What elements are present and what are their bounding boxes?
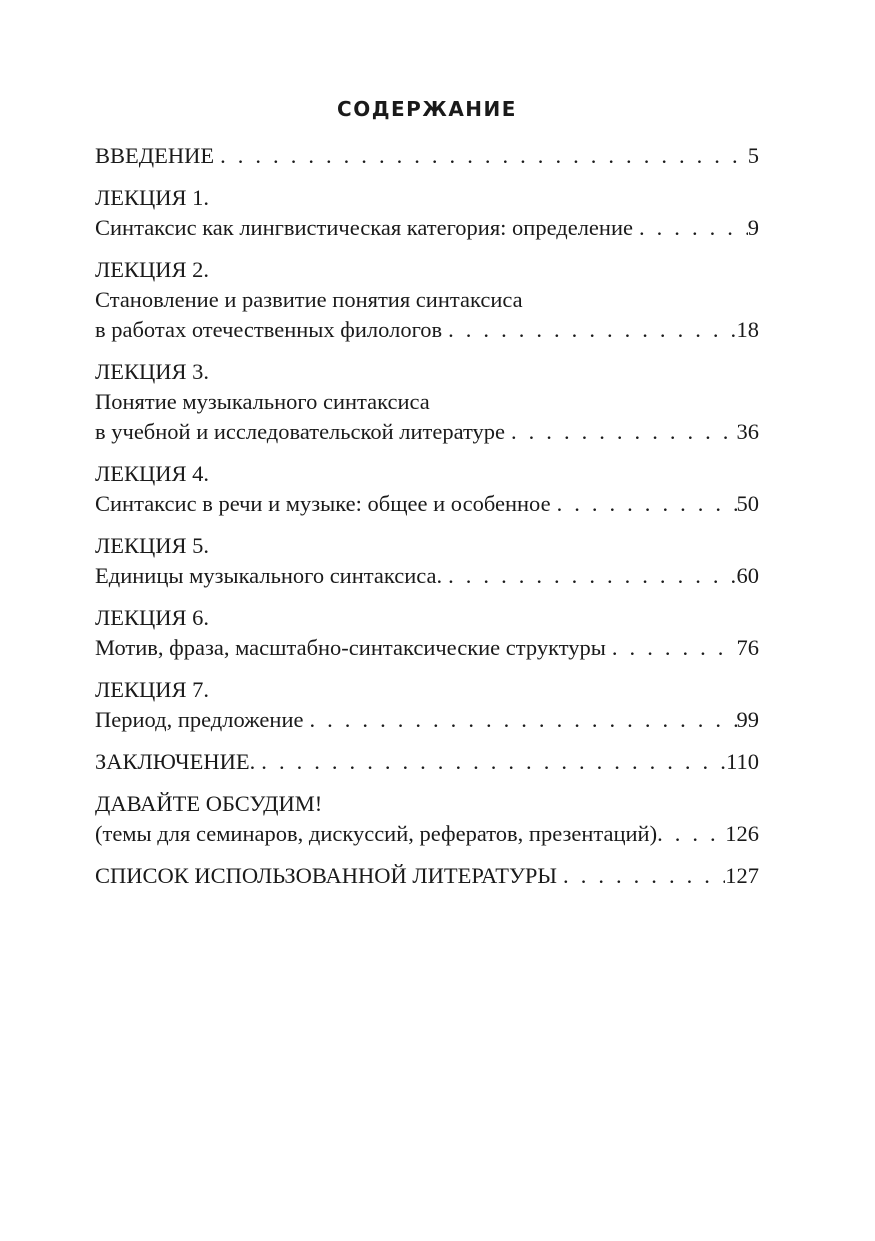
toc-entry-heading: ЛЕКЦИЯ 6. bbox=[95, 605, 210, 630]
toc-row bbox=[95, 315, 759, 345]
toc-row bbox=[95, 747, 759, 777]
toc-entry-lecture-7[interactable] bbox=[95, 675, 759, 735]
toc-entry-heading: ЛЕКЦИЯ 2. bbox=[95, 257, 210, 282]
toc-entry-text: Мотив, фраза, масштабно-синтаксические структуры bbox=[95, 635, 606, 660]
toc-page-number: 110 bbox=[726, 749, 759, 774]
toc-page-number: 5 bbox=[747, 143, 759, 168]
toc-entry-text: Синтаксис как лингвистическая категория: определение bbox=[95, 215, 633, 240]
toc-entry-lecture-3[interactable] bbox=[95, 357, 759, 447]
toc-row bbox=[95, 561, 759, 591]
toc-row bbox=[95, 861, 759, 891]
toc-entry-text: Период, предложение bbox=[95, 707, 304, 732]
toc-entry-text: (темы для семинаров, дискуссий, рефератов, презентаций) bbox=[95, 821, 658, 846]
dot-leader bbox=[255, 747, 726, 777]
toc-entry-subline: Становление и развитие понятия синтаксиса bbox=[95, 287, 523, 312]
toc-entry-discussion[interactable] bbox=[95, 789, 759, 849]
toc-row bbox=[95, 819, 759, 849]
toc-row bbox=[95, 417, 759, 447]
toc-entry-heading: ЛЕКЦИЯ 3. bbox=[95, 359, 210, 384]
toc-row bbox=[95, 705, 759, 735]
dot-leader bbox=[303, 705, 736, 735]
toc-entry-text: СПИСОК ИСПОЛЬЗОВАННОЙ ЛИТЕРАТУРЫ bbox=[95, 863, 558, 888]
toc-title: СОДЕРЖАНИЕ bbox=[337, 97, 517, 121]
dot-leader bbox=[505, 417, 737, 447]
toc-list bbox=[95, 141, 759, 903]
toc-entry-text: Синтаксис в речи и музыке: общее и особенное bbox=[95, 491, 551, 516]
toc-page-number: 127 bbox=[725, 863, 759, 888]
toc-entry-text: в работах отечественных филологов bbox=[95, 317, 443, 342]
toc-entry-text: в учебной и исследовательской литературе bbox=[95, 419, 505, 444]
dot-leader bbox=[214, 141, 748, 171]
toc-entry-conclusion[interactable] bbox=[95, 747, 759, 777]
toc-page-number: 60 bbox=[736, 563, 759, 588]
toc-entry-heading: ЛЕКЦИЯ 1. bbox=[95, 185, 210, 210]
toc-entry-text: Единицы музыкального синтаксиса. bbox=[95, 563, 443, 588]
dot-leader bbox=[657, 819, 725, 849]
dot-leader bbox=[606, 633, 737, 663]
toc-row bbox=[95, 141, 759, 171]
toc-entry-heading: ЛЕКЦИЯ 7. bbox=[95, 677, 210, 702]
dot-leader bbox=[633, 213, 748, 243]
toc-page-number: 50 bbox=[736, 491, 759, 516]
toc-entry-bibliography[interactable] bbox=[95, 861, 759, 891]
toc-page-number: 126 bbox=[725, 821, 759, 846]
toc-entry-introduction[interactable] bbox=[95, 141, 759, 171]
toc-row bbox=[95, 213, 759, 243]
toc-entry-text: ВВЕДЕНИЕ bbox=[95, 143, 215, 168]
toc-page-number: 76 bbox=[736, 635, 759, 660]
toc-entry-lecture-2[interactable] bbox=[95, 255, 759, 345]
dot-leader bbox=[551, 489, 737, 519]
dot-leader bbox=[442, 561, 736, 591]
toc-row bbox=[95, 489, 759, 519]
toc-entry-lecture-4[interactable] bbox=[95, 459, 759, 519]
toc-page-number: 36 bbox=[736, 419, 759, 444]
toc-row bbox=[95, 633, 759, 663]
toc-entry-subline: Понятие музыкального синтаксиса bbox=[95, 389, 430, 414]
dot-leader bbox=[442, 315, 736, 345]
toc-entry-lecture-6[interactable] bbox=[95, 603, 759, 663]
toc-entry-heading: ДАВАЙТЕ ОБСУДИМ! bbox=[95, 791, 323, 816]
dot-leader bbox=[557, 861, 725, 891]
toc-page-number: 99 bbox=[736, 707, 759, 732]
toc-entry-text: ЗАКЛЮЧЕНИЕ. bbox=[95, 749, 256, 774]
toc-entry-heading: ЛЕКЦИЯ 4. bbox=[95, 461, 210, 486]
toc-page-number: 9 bbox=[747, 215, 759, 240]
toc-page-number: 18 bbox=[736, 317, 759, 342]
toc-entry-lecture-1[interactable] bbox=[95, 183, 759, 243]
toc-entry-heading: ЛЕКЦИЯ 5. bbox=[95, 533, 210, 558]
toc-entry-lecture-5[interactable] bbox=[95, 531, 759, 591]
